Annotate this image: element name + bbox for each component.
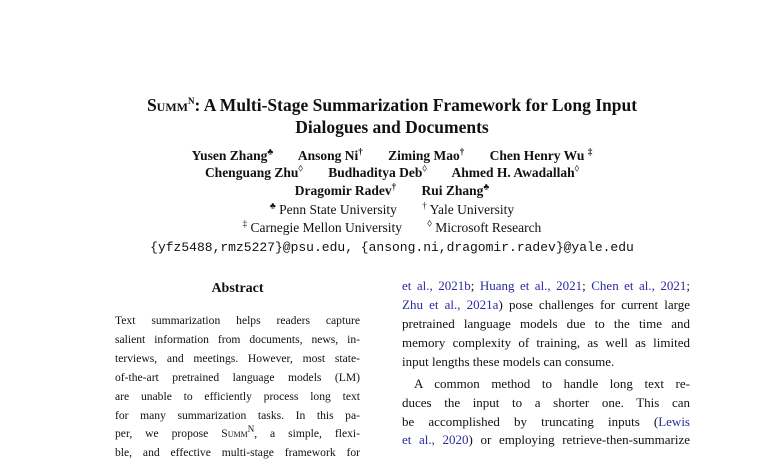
citation-link[interactable]: Chen et al., 2021	[591, 278, 687, 293]
body-line: Zhu et al., 2021a) pose challenges for current large	[402, 297, 690, 312]
author: Dragomir Radev†	[294, 181, 397, 198]
author: Ziming Mao†	[388, 146, 465, 163]
affiliations-line-2	[0, 220, 784, 236]
author-emails: {yfz5488,rmz5227}@psu.edu, {ansong.ni,dragomir.radev}@yale.edu	[150, 240, 634, 255]
title-method-name: Summ	[146, 95, 189, 115]
citation-link[interactable]: Huang et al., 2021	[479, 278, 583, 293]
abstract-heading: Abstract	[211, 281, 264, 296]
affiliation: ◊ Microsoft Research	[427, 218, 542, 235]
body-line: pretrained language models due to the time and	[402, 316, 690, 331]
paper-title-line-1	[0, 95, 784, 116]
abstract-line: Text summarization helps readers capture	[115, 314, 360, 327]
abstract-line: salient information from documents, news, in-	[115, 333, 360, 346]
body-line: et al., 2021b; Huang et al., 2021; Chen et al., 2021;	[402, 278, 690, 293]
body-line: memory complexity of training, as well as limited	[402, 335, 690, 350]
body-line: input lengths these models can consume.	[402, 354, 615, 369]
citation-link[interactable]: Lewis	[658, 414, 690, 429]
paper-title-line-2: Dialogues and Documents	[295, 117, 489, 137]
author: Ansong Ni†	[297, 146, 363, 163]
citation-link[interactable]: et al., 2020	[402, 432, 469, 447]
author: Budhaditya Deb◊	[328, 163, 427, 180]
authors-line-3	[0, 183, 784, 199]
body-line: duces the input to a shorter one. This can	[402, 395, 690, 410]
citation-link[interactable]: et al., 2021b	[402, 278, 471, 293]
title-text: : A Multi-Stage Summarization Framework for Long Input	[194, 95, 638, 115]
affiliation: ‡ Carnegie Mellon University	[242, 218, 403, 235]
abstract-line: for many summarization tasks. In this pa-	[115, 409, 360, 422]
author: Chenguang Zhu◊	[204, 163, 303, 180]
authors-line-2	[0, 165, 784, 181]
affiliations-line-1	[0, 202, 784, 218]
title-superscript: N	[188, 96, 195, 107]
body-line: A common method to handle long text re-	[414, 376, 690, 391]
body-line: be accomplished by truncating inputs (Lewis	[402, 414, 690, 429]
author: Yusen Zhang♣	[191, 146, 274, 163]
affiliation: † Yale University	[422, 200, 515, 217]
abstract-line: ble, and effective multi-stage framework for	[115, 446, 360, 459]
author: Rui Zhang♣	[421, 181, 490, 198]
author: Chen Henry Wu ‡	[489, 146, 593, 163]
abstract-line: are unable to efficiently process long text	[115, 390, 360, 403]
body-line: et al., 2020) or employing retrieve-then-summarize	[402, 432, 690, 447]
authors-line-1	[0, 148, 784, 164]
abstract-line: per, we propose Summ$^N$, a simple, flexi-	[115, 424, 360, 440]
abstract-line: of-the-art pretrained language models (LM)	[115, 371, 360, 384]
affiliation: ♣ Penn State University	[269, 200, 397, 217]
author: Ahmed H. Awadallah◊	[451, 163, 580, 180]
abstract-line: terviews, and meetings. However, most state-	[115, 352, 360, 365]
citation-link[interactable]: Zhu et al., 2021a	[402, 297, 499, 312]
